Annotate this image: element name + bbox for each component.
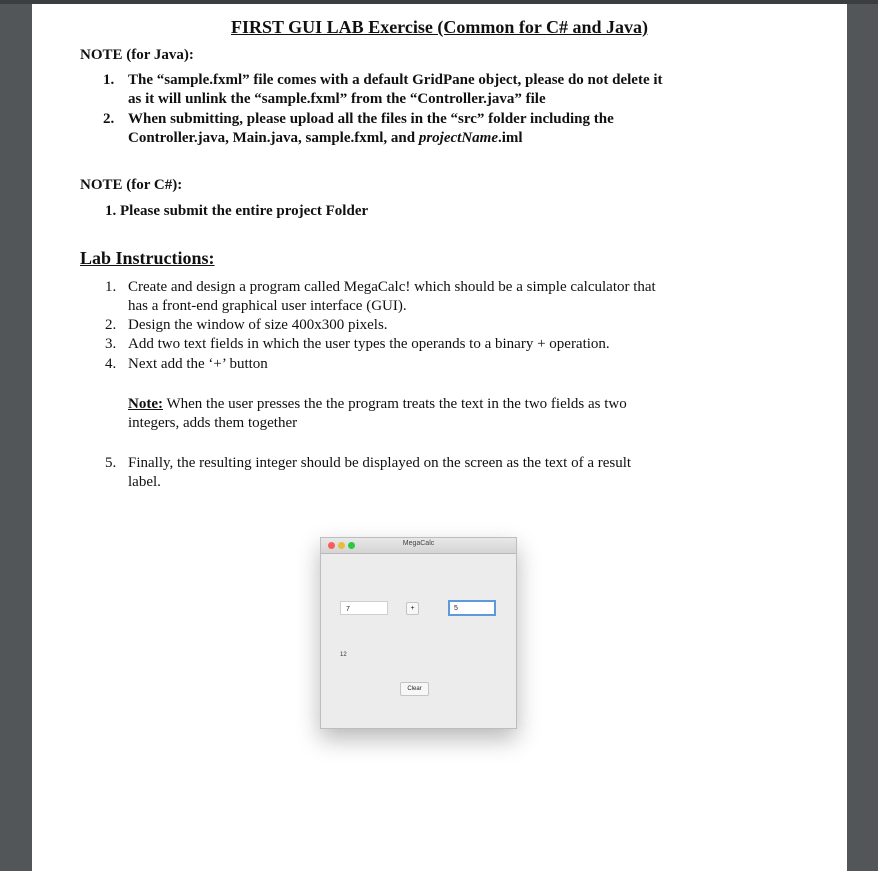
document-page [32,4,847,871]
megacalc-title: MegaCalc [402,540,435,547]
csharp-note-heading: NOTE (for C#): [80,177,183,193]
lab-item-4-line: Next add the ‘+’ button [128,356,268,372]
lab-item-2-number: 2. [105,317,117,333]
operand-2-field: 5 [448,600,496,616]
lab-item-1-line-2: has a front-end graphical user interface (GUI). [128,298,407,314]
lab-item-5-line-1: Finally, the resulting integer should be displayed on the screen as the text of a result [128,455,632,471]
note-line-1 [128,396,627,413]
lab-instructions-heading: Lab Instructions: [80,248,215,268]
lab-item-2-line: Design the window of size 400x300 pixels. [128,317,388,333]
lab-item-3-line: Add two text fields in which the user types the operands to a binary + operation. [128,336,610,352]
lab-item-3-number: 3. [105,336,117,352]
megacalc-title-bar [321,538,516,554]
note-label: Note: [128,396,163,412]
clear-button: Clear [400,682,429,696]
java-item-2-line-2-post: .iml [498,130,523,146]
java-item-2-line-2 [128,130,523,147]
java-item-1-number: 1. [103,72,115,88]
lab-item-5-line-2: label. [128,474,161,490]
java-item-2-line-2-pre: Controller.java, Main.java, sample.fxml, and [128,130,419,146]
java-item-2-line-1: When submitting, please upload all the files in the “src” folder including the [128,111,614,127]
operand-1-field: 7 [340,601,388,615]
result-label: 12 [340,652,347,658]
lab-item-1-number: 1. [105,279,117,295]
java-item-2-number: 2. [103,111,115,127]
lab-item-4-number: 4. [105,356,117,372]
java-item-1-line-1: The “sample.fxml” file comes with a default GridPane object, please do not delete it [128,72,663,88]
lab-item-1-line-1: Create and design a program called MegaCalc! which should be a simple calculator that [128,279,656,295]
page-title: FIRST GUI LAB Exercise (Common for C# and Java) [230,17,648,37]
lab-item-5-number: 5. [105,455,117,471]
plus-button: + [406,602,419,615]
megacalc-window-image [320,537,517,729]
note-line-2: integers, adds them together [128,415,298,431]
java-note-heading: NOTE (for Java): [80,47,194,63]
project-name-emphasis: projectName [418,130,498,146]
csharp-item-1: 1. Please submit the entire project Folder [105,203,369,219]
java-item-1-line-2: as it will unlink the “sample.fxml” from the “Controller.java” file [128,91,546,107]
note-text: When the user presses the the program treats the text in the two fields as two [162,396,627,412]
